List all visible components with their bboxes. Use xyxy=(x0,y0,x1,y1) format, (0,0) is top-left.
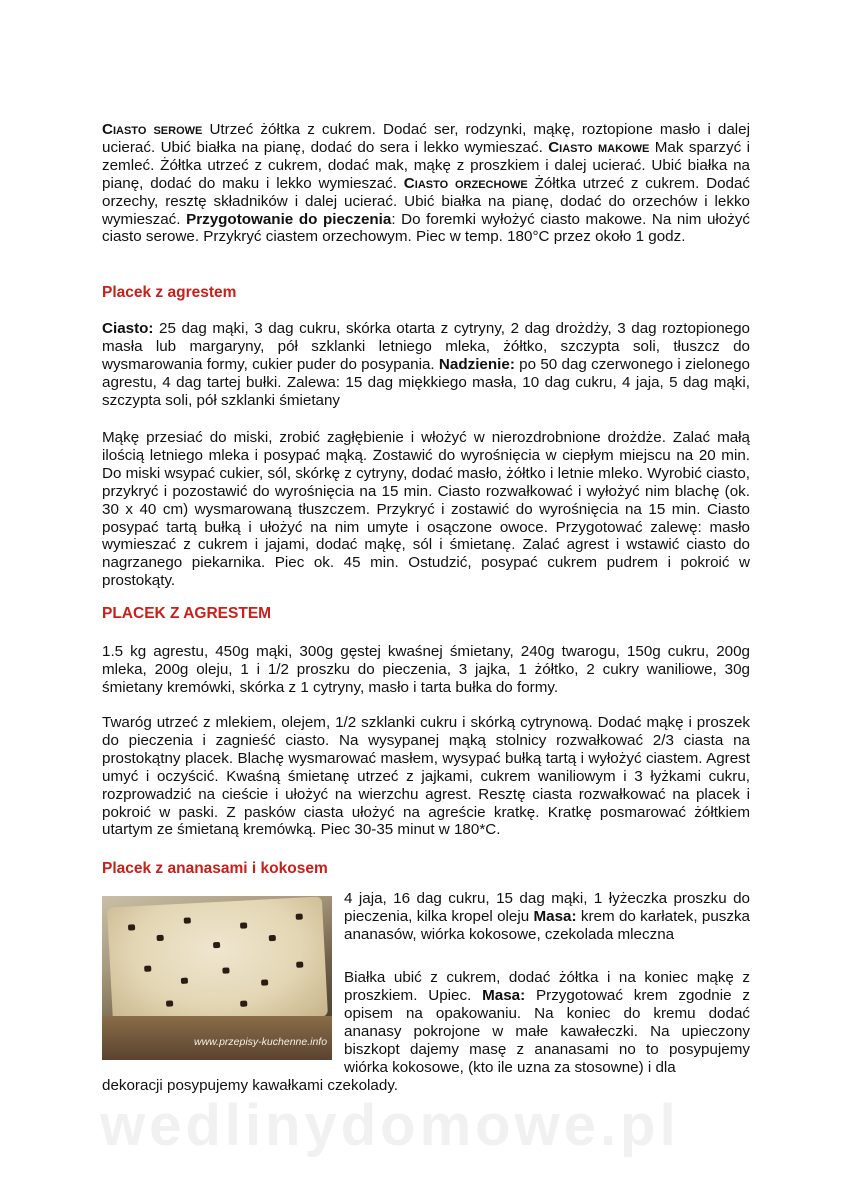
nadzienie-text: po 50 dag czerwonego i zielonego agrestu, 4 dag tartej bułki. Zalewa: 15 dag miękkiego masła, 10 dag cukru, 4 jaja, 5 dag mąki, szczypta soli, pół szklanki śmietany xyxy=(102,355,750,409)
heading-placek-z-agrestem: Placek z agrestem xyxy=(102,284,237,301)
chocolate-chip xyxy=(213,942,220,948)
placek1-ingredients xyxy=(102,320,750,410)
chocolate-chip xyxy=(181,978,188,984)
chocolate-chip xyxy=(184,917,191,923)
ciasto-label: Ciasto: xyxy=(102,320,154,337)
site-watermark: wedlinydomowe.pl xyxy=(100,1093,680,1158)
orzechowe-text: Żółtka utrzeć z cukrem. Dodać orzechy, resztę składników i dalej ucierać. Ubić białka na pianę, dodać do orzechów i lekko wymieszać. xyxy=(102,174,750,228)
chocolate-chip xyxy=(261,979,268,985)
ciasto-text: 25 dag mąki, 3 dag cukru, skórka otarta z cytryny, 2 dag drożdży, 3 dag roztopionego masła lub margaryny, pół szklanki letniego mleka, żółtko, szczypta soli, tłuszcz do wysmarowania formy, cukier puder do posypania. xyxy=(102,320,750,373)
placek1-method: Mąkę przesiać do miski, zrobić zagłębienie i włożyć w nierozdrobnione drożdże. Zalać małą ilością letniego mleka i posypać mąką. Zostawić do wyrośnięcia w ciepłym miejscu na 20 min. Do miski wsypać cukier, sól, skórkę z cytryny, dodać masło, żółtko i letnie mleko. Wyrobić ciasto, przykryć i pozostawić do wyrośnięcia na 15 min. Ciasto rozwałkować i wyłożyć nim blachę (ok. 30 x 40 cm) wysmarowaną tłuszczem. Przykryć i zostawić do wyrośnięcia na 15 min. Ciasto posypać tartą bułką i ułożyć na nim umyte i osączone owoce. Przygotować zalewę: masło wymieszać z cukrem i jajami, dodać mąkę, sól i śmietanę. Zalać agrest i wstawić ciasto do nagrzanego piekarnika. Piec ok. 45 min. Ostudzić, posypać cukrem pudrem i pokroić w prostokąty. xyxy=(102,429,750,590)
cake-photo xyxy=(102,896,332,1060)
makowe-text: Mak sparzyć i zemleć. Żółtka utrzeć z cukrem, dodać mak, mąkę z proszkiem i dalej ucierać. Ubić białka na pianę, dodać do maku i lekko wymieszać. xyxy=(102,138,750,192)
chocolate-chip xyxy=(144,965,151,971)
placek3-method xyxy=(344,969,750,1076)
heading-placek-ananas: Placek z ananasami i kokosem xyxy=(102,860,328,877)
placek3-method-end: dekoracji posypujemy kawałkami czekolady. xyxy=(102,1077,398,1094)
ciasto-serowe-paragraph xyxy=(102,121,750,246)
masa-label-2: Masa: xyxy=(482,986,526,1004)
method-a: Białka ubić z cukrem, dodać żółtka i na koniec mąkę z proszkiem. Upiec. xyxy=(344,969,750,1004)
chocolate-chip xyxy=(240,922,247,928)
photo-watermark: www.przepisy-kuchenne.info xyxy=(194,1036,328,1048)
chocolate-chip xyxy=(296,962,303,968)
chocolate-chip xyxy=(166,1000,173,1006)
placek3-ingredients xyxy=(344,890,750,944)
chocolate-chip xyxy=(222,967,229,973)
heading-placek-z-agrestem-caps: PLACEK Z AGRESTEM xyxy=(102,605,272,622)
nadzienie-label: Nadzienie: xyxy=(438,355,515,373)
method-b: Przygotować krem zgodnie z opisem na opakowaniu. Na koniec do kremu dodać ananasy pokrojone w małe kawałeczki. Na upieczony biszkopt dajemy masę z ananasami no to posypujemy wiórka kokosowe, (kto ile uzna za stosowne) i dla xyxy=(344,986,750,1076)
placek3-ingredients-text: 4 jaja, 16 dag cukru, 15 dag mąki, 1 łyżeczka proszku do pieczenia, kilka kropel oleju xyxy=(344,890,750,925)
chocolate-chip xyxy=(269,935,276,941)
masa-text: krem do karłatek, puszka ananasów, wiórka kokosowe, czekolada mleczna xyxy=(344,907,750,943)
prep-label: Przygotowanie do pieczenia xyxy=(186,210,392,228)
prep-text: : Do foremki wyłożyć ciasto makowe. Na nim ułożyć ciasto serowe. Przykryć ciastem orzechowym. Piec w temp. 180°C przez około 1 godz. xyxy=(102,210,751,246)
chocolate-chip xyxy=(296,913,303,919)
section-title-makowe: Ciasto makowe xyxy=(548,138,650,156)
masa-label: Masa: xyxy=(533,907,577,925)
placek2-ingredients: 1.5 kg agrestu, 450g mąki, 300g gęstej kwaśnej śmietany, 240g twarogu, 150g cukru, 200g mleka, 200g oleju, 1 i 1/2 proszku do pieczenia, 3 jajka, 1 żółtko, 2 cukry waniliowe, 30g śmietany kremówki, skórka z 1 cytryny, masło i tarta bułka do formy. xyxy=(102,643,750,696)
serowe-text: Utrzeć żółtka z cukrem. Dodać ser, rodzynki, mąkę, roztopione masło i dalej ucierać. Ubić białka na pianę, dodać do sera i lekko wymieszać. xyxy=(102,121,751,156)
section-title-serowe: Ciasto serowe xyxy=(102,121,203,138)
placek2-method: Twaróg utrzeć z mlekiem, olejem, 1/2 szklanki cukru i skórką cytrynową. Dodać mąkę i proszek do pieczenia i zagnieść ciasto. Na wysypanej mąką stolnicy rozwałkować 2/3 ciasta na prostokątny placek. Blachę wysmarować masłem, wysypać bułką tartą i wyłożyć ciastem. Agrest umyć i oczyścić. Kwaśną śmietanę utrzeć z jajkami, cukrem waniliowym i 3 łyżkami cukru, rozprowadzić na cieście i ułożyć na wierzchu agrest. Resztę ciasta rozwałkować na placek i pokroić w paski. Z pasków ciasta ułożyć na agreście kratkę. Kratkę posmarować żółtkiem utartym ze śmietaną kremówką. Piec 30-35 minut w 180*C. xyxy=(102,714,750,839)
cake-slice xyxy=(107,896,328,1027)
chocolate-chip xyxy=(128,924,135,930)
chocolate-chip xyxy=(157,935,164,941)
section-title-orzechowe: Ciasto orzechowe xyxy=(403,174,528,192)
chocolate-chip xyxy=(240,1001,247,1007)
